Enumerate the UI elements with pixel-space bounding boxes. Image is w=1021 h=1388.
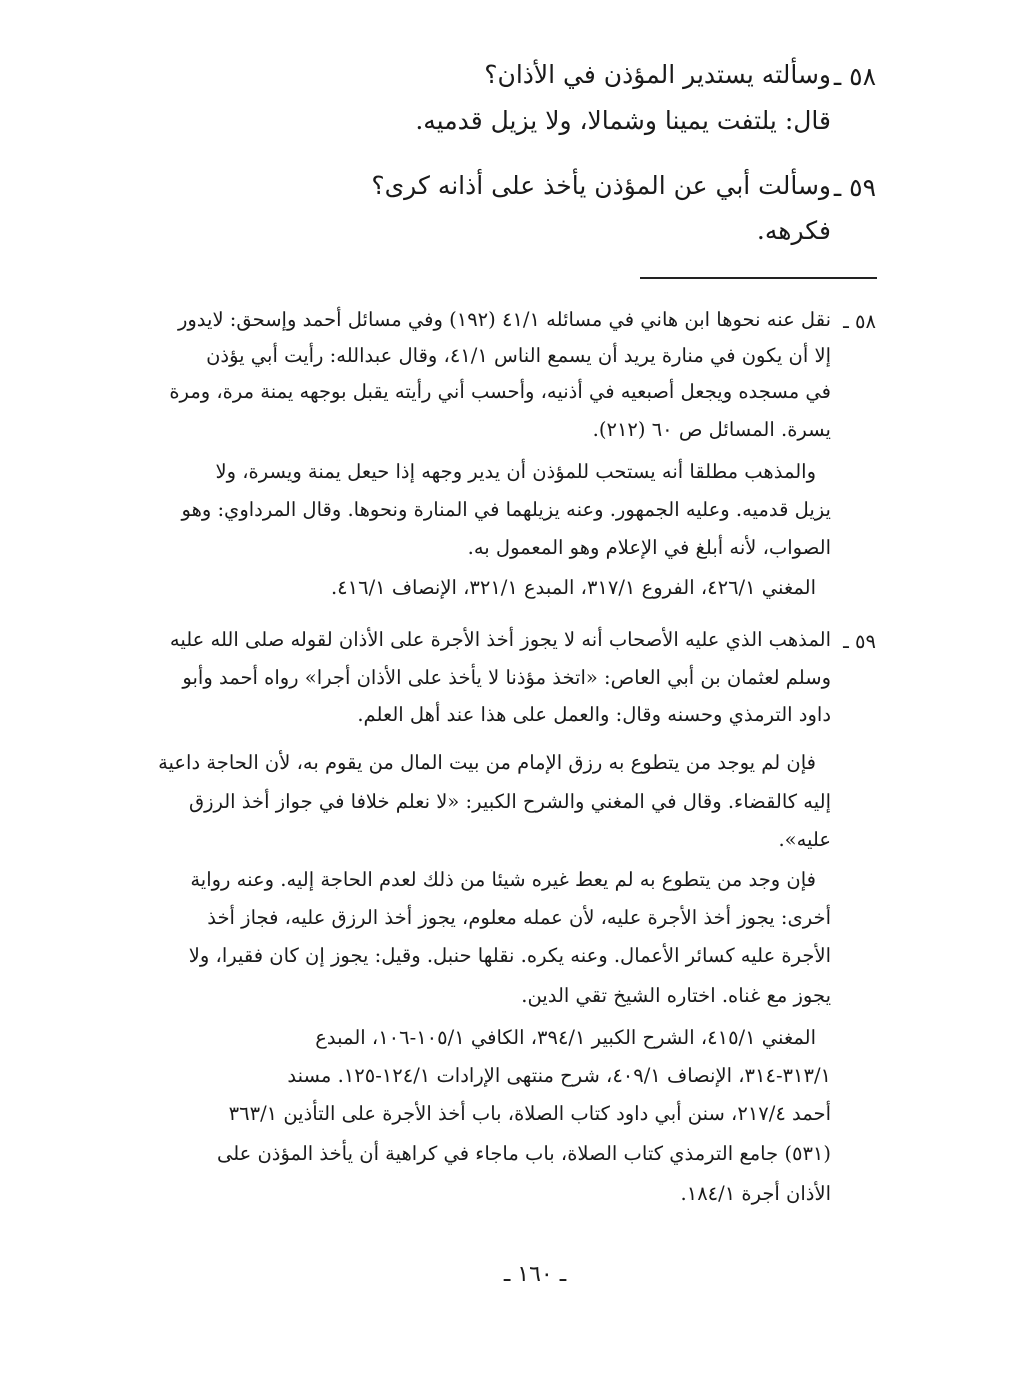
question-number: ٥٩ ـ bbox=[833, 173, 876, 202]
footnote-reference: ٣١٣/١-٣١٤، الإنصاف ٤٠٩/١، شرح منتهى الإرادات ١٢٤/١-١٢٥. مسند bbox=[287, 1064, 831, 1087]
question-number: ٥٨ ـ bbox=[833, 62, 876, 91]
footnote-reference: أحمد ٢١٧/٤، سنن أبي داود كتاب الصلاة، باب أخذ الأجرة على التأذين ٣٦٣/١ bbox=[228, 1102, 831, 1125]
footnote-line: يجوز مع غناه. اختاره الشيخ تقي الدين. bbox=[521, 984, 831, 1007]
footnote-line: نقل عنه نحوها ابن هاني في مسائله ٤١/١ (١٩٢) وفي مسائل أحمد وإسحق: لايدور bbox=[177, 308, 831, 331]
footnote-line: عليه». bbox=[778, 828, 831, 851]
footnote-line: الأجرة عليه كسائر الأعمال. وعنه يكره. نقلها حنبل. وقيل: يجوز إن كان فقيرا، ولا bbox=[188, 944, 831, 967]
footnote-line: إليه كالقضاء. وقال في المغني والشرح الكبير: «لا نعلم خلافا في جواز أخذ الرزق bbox=[188, 790, 831, 813]
footnote-line: الصواب، لأنه أبلغ في الإعلام وهو المعمول به. bbox=[467, 536, 831, 559]
footnote-number: ٥٨ ـ bbox=[843, 310, 876, 333]
page-number: ـ ١٦٠ ـ bbox=[503, 1262, 567, 1287]
footnote-line: فإن وجد من يتطوع به لم يعط غيره شيئا من ذلك لعدم الحاجة إليه. وعنه رواية bbox=[190, 868, 816, 891]
question-text: وسألته يستدير المؤذن في الأذان؟ bbox=[484, 60, 831, 89]
footnote-line: أخرى: يجوز أخذ الأجرة عليه، لأن عمله معلوم، يجوز أخذ الرزق عليه، فجاز أخذ bbox=[207, 906, 831, 929]
footnote-reference: الأذان أجرة ١٨٤/١. bbox=[680, 1182, 831, 1205]
footnote-line: داود الترمذي وحسنه وقال: والعمل على هذا عند أهل العلم. bbox=[357, 703, 831, 726]
footnote-line: المذهب الذي عليه الأصحاب أنه لا يجوز أخذ الأجرة على الأذان لقوله صلى الله عليه bbox=[169, 628, 831, 651]
footnote-reference: (٥٣١) جامع الترمذي كتاب الصلاة، باب ماجاء في كراهية أن يأخذ المؤذن على bbox=[216, 1142, 831, 1165]
answer-text: قال: يلتفت يمينا وشمالا، ولا يزيل قدميه. bbox=[415, 106, 831, 135]
question-text: وسألت أبي عن المؤذن يأخذ على أذانه كرى؟ bbox=[371, 171, 831, 200]
footnote-line: يزيل قدميه. وعليه الجمهور. وعنه يزيلهما في المنارة ونحوها. وقال المرداوي: وهو bbox=[181, 498, 831, 521]
footnote-separator bbox=[640, 277, 877, 279]
footnote-line: فإن لم يوجد من يتطوع به رزق الإمام من بيت المال من يقوم به، لأن الحاجة داعية bbox=[158, 751, 816, 774]
answer-text: فكرهه. bbox=[756, 216, 831, 245]
footnote-line: وسلم لعثمان بن أبي العاص: «اتخذ مؤذنا لا يأخذ على الأذان أجرا» رواه أحمد وأبو bbox=[182, 666, 831, 689]
footnote-number: ٥٩ ـ bbox=[843, 630, 876, 653]
footnote-reference: المغني ٤١٥/١، الشرح الكبير ٣٩٤/١، الكافي ١٠٥/١-١٠٦، المبدع bbox=[315, 1026, 816, 1049]
footnote-line: إلا أن يكون في منارة يريد أن يسمع الناس ٤١/١، وقال عبدالله: رأيت أبي يؤذن bbox=[206, 344, 831, 367]
footnote-reference: المغني ٤٢٦/١، الفروع ٣١٧/١، المبدع ٣٢١/١، الإنصاف ٤١٦/١. bbox=[330, 576, 816, 599]
footnote-line: في مسجده ويجعل أصبعيه في أذنيه، وأحسب أني رأيته يقبل بوجهه يمنة مرة، ومرة bbox=[169, 380, 831, 403]
footnote-line: والمذهب مطلقا أنه يستحب للمؤذن أن يدير وجهه إذا حيعل يمنة ويسرة، ولا bbox=[215, 460, 816, 483]
footnote-line: يسرة. المسائل ص ٦٠ (٢١٢). bbox=[592, 418, 831, 441]
